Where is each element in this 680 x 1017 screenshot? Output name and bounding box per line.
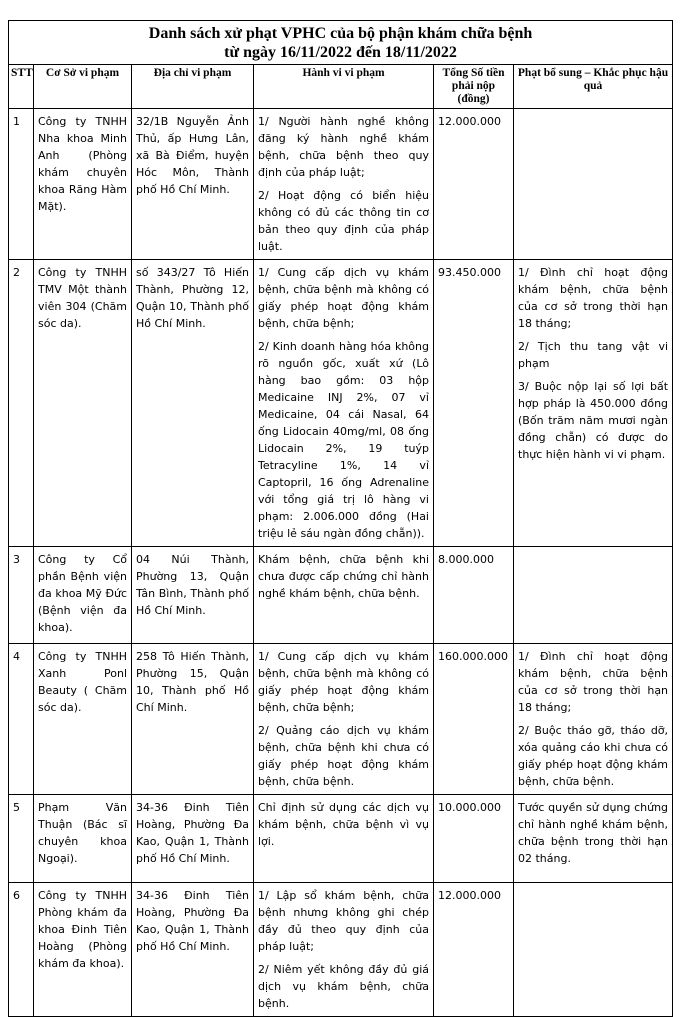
row-hanh-vi xyxy=(254,109,434,260)
title-line-1: Danh sách xử phạt VPHC của bộ phận khám chữa bệnh xyxy=(148,25,533,42)
header-co-so: Cơ Sở vi phạm xyxy=(34,65,132,109)
row-dia-chi: 34-36 Đinh Tiên Hoàng, Phường Đa Kao, Quận 1, Thành phố Hồ Chí Minh. xyxy=(132,795,254,883)
table-row xyxy=(9,547,673,644)
row-tong-tien: 160.000.000 xyxy=(434,644,514,795)
row-dia-chi: 258 Tô Hiến Thành, Phường 15, Quận 10, Thành phố Hồ Chí Minh. xyxy=(132,644,254,795)
title-line-2: từ ngày 16/11/2022 đến 18/11/2022 xyxy=(224,44,457,61)
row-hanh-vi xyxy=(254,260,434,547)
row-dia-chi: 04 Núi Thành, Phường 13, Quận Tân Bình, Thành phố Hồ Chí Minh. xyxy=(132,547,254,644)
header-tong-tien: Tổng Số tiền phải nộp (đồng) xyxy=(434,65,514,109)
row-stt: 4 xyxy=(9,644,34,795)
header-dia-chi: Địa chỉ vi phạm xyxy=(132,65,254,109)
row-tong-tien: 93.450.000 xyxy=(434,260,514,547)
hanh-vi-item: 2/ Niêm yết không đầy đủ giá dịch vụ khám bệnh, chữa bệnh. xyxy=(258,963,429,1010)
document xyxy=(8,20,672,1017)
hanh-vi-item: 2/ Kinh doanh hàng hóa không rõ nguồn gốc, xuất xứ (Lô hàng bao gồm: 03 hộp Medicaine INJ 2%, 07 vỉ Medicaine, 04 cái Nasal, 64 ống Lidocain 40mg/ml, 08 ống Lidocain 2%, 19 tuýp Tetracyline 1%, 14 vỉ Captopril, 16 ống Adrenaline với tổng giá trị lô hàng vi phạm: 2.006.000 đồng (Hai triệu lẻ sáu ngàn đồng chẵn)). xyxy=(258,340,429,540)
phat-bo-sung-item: 2/ Tịch thu tang vật vi phạm xyxy=(518,340,669,370)
phat-bo-sung-item: 2/ Buộc tháo gỡ, tháo dỡ, xóa quảng cáo khi chưa có giấy phép hoạt động khám bệnh, chữa bệnh. xyxy=(518,724,669,788)
table-row xyxy=(9,644,673,795)
violations-table xyxy=(8,20,673,1017)
hanh-vi-item: 2/ Hoạt động có biển hiệu không có đủ các thông tin cơ bản theo quy định của pháp luật. xyxy=(258,189,429,253)
phat-bo-sung-item: 1/ Đình chỉ hoạt động khám bệnh, chữa bệnh của cơ sở trong thời hạn 18 tháng; xyxy=(518,266,669,330)
row-phat-bo-sung xyxy=(514,109,673,260)
row-phat-bo-sung xyxy=(514,260,673,547)
hanh-vi-item: 1/ Người hành nghề không đăng ký hành nghề khám bệnh, chữa bệnh theo quy định của pháp luật; xyxy=(258,115,429,179)
row-co-so: Công ty TNHH Phòng khám đa khoa Đinh Tiên Hoàng (Phòng khám đa khoa). xyxy=(34,883,132,1017)
row-phat-bo-sung xyxy=(514,547,673,644)
hanh-vi-item: 1/ Lập sổ khám bệnh, chữa bệnh nhưng không ghi chép đầy đủ theo quy định của pháp luật; xyxy=(258,889,429,953)
table-row xyxy=(9,795,673,883)
hanh-vi-item: Khám bệnh, chữa bệnh khi chưa được cấp chứng chỉ hành nghề khám bệnh, chữa bệnh. xyxy=(258,553,429,600)
row-stt: 6 xyxy=(9,883,34,1017)
table-row xyxy=(9,260,673,547)
row-co-so: Công ty Cổ phần Bệnh viện đa khoa Mỹ Đức (Bệnh viện đa khoa). xyxy=(34,547,132,644)
table-row xyxy=(9,883,673,1017)
hanh-vi-item: 2/ Quảng cáo dịch vụ khám bệnh, chữa bệnh khi chưa có giấy phép hoạt động khám bệnh, chữa bệnh. xyxy=(258,724,429,788)
row-tong-tien: 12.000.000 xyxy=(434,883,514,1017)
header-phat-bo-sung: Phạt bổ sung – Khắc phục hậu quả xyxy=(514,65,673,109)
hanh-vi-item: Chỉ định sử dụng các dịch vụ khám bệnh, chữa bệnh vì vụ lợi. xyxy=(258,801,429,848)
row-co-so: Công ty TNHH Nha khoa Minh Anh (Phòng khám chuyên khoa Răng Hàm Mặt). xyxy=(34,109,132,260)
table-row xyxy=(9,109,673,260)
header-hanh-vi: Hành vi vi phạm xyxy=(254,65,434,109)
title-row xyxy=(9,21,673,65)
row-phat-bo-sung xyxy=(514,795,673,883)
row-co-so: Công ty TNHH Xanh Ponl Beauty ( Chăm sóc da). xyxy=(34,644,132,795)
hanh-vi-item: 1/ Cung cấp dịch vụ khám bệnh, chữa bệnh mà không có giấy phép hoạt động khám bệnh, chữa bệnh; xyxy=(258,266,429,330)
row-tong-tien: 12.000.000 xyxy=(434,109,514,260)
header-row xyxy=(9,65,673,109)
row-hanh-vi xyxy=(254,883,434,1017)
row-dia-chi: số 343/27 Tô Hiến Thành, Phường 12, Quận 10, Thành phố Hồ Chí Minh. xyxy=(132,260,254,547)
row-hanh-vi xyxy=(254,795,434,883)
row-stt: 3 xyxy=(9,547,34,644)
phat-bo-sung-item: 1/ Đình chỉ hoạt động khám bệnh, chữa bệnh của cơ sở trong thời hạn 18 tháng; xyxy=(518,650,669,714)
row-hanh-vi xyxy=(254,644,434,795)
row-hanh-vi xyxy=(254,547,434,644)
phat-bo-sung-item: 3/ Buộc nộp lại số lợi bất hợp pháp là 450.000 đồng (Bốn trăm năm mươi ngàn đồng chẵn) có được do thực hiện hành vi vi phạm. xyxy=(518,380,669,461)
row-co-so: Công ty TNHH TMV Một thành viên 304 (Chăm sóc da). xyxy=(34,260,132,547)
row-phat-bo-sung xyxy=(514,883,673,1017)
row-dia-chi: 32/1B Nguyễn Ảnh Thủ, ấp Hưng Lân, xã Bà Điểm, huyện Hóc Môn, Thành phố Hồ Chí Minh. xyxy=(132,109,254,260)
row-tong-tien: 8.000.000 xyxy=(434,547,514,644)
row-phat-bo-sung xyxy=(514,644,673,795)
row-tong-tien: 10.000.000 xyxy=(434,795,514,883)
phat-bo-sung-item: Tước quyền sử dụng chứng chỉ hành nghề khám bệnh, chữa bệnh trong thời hạn 02 tháng. xyxy=(518,801,669,865)
hanh-vi-item: 1/ Cung cấp dịch vụ khám bệnh, chữa bệnh mà không có giấy phép hoạt động khám bệnh, chữa bệnh; xyxy=(258,650,429,714)
row-stt: 5 xyxy=(9,795,34,883)
table-body xyxy=(9,109,673,1017)
document-title xyxy=(9,21,673,65)
row-co-so: Phạm Văn Thuận (Bác sĩ chuyên khoa Ngoại). xyxy=(34,795,132,883)
header-stt: STT xyxy=(9,65,34,109)
row-stt: 2 xyxy=(9,260,34,547)
row-stt: 1 xyxy=(9,109,34,260)
row-dia-chi: 34-36 Đinh Tiên Hoàng, Phường Đa Kao, Quận 1, Thành phố Hồ Chí Minh. xyxy=(132,883,254,1017)
